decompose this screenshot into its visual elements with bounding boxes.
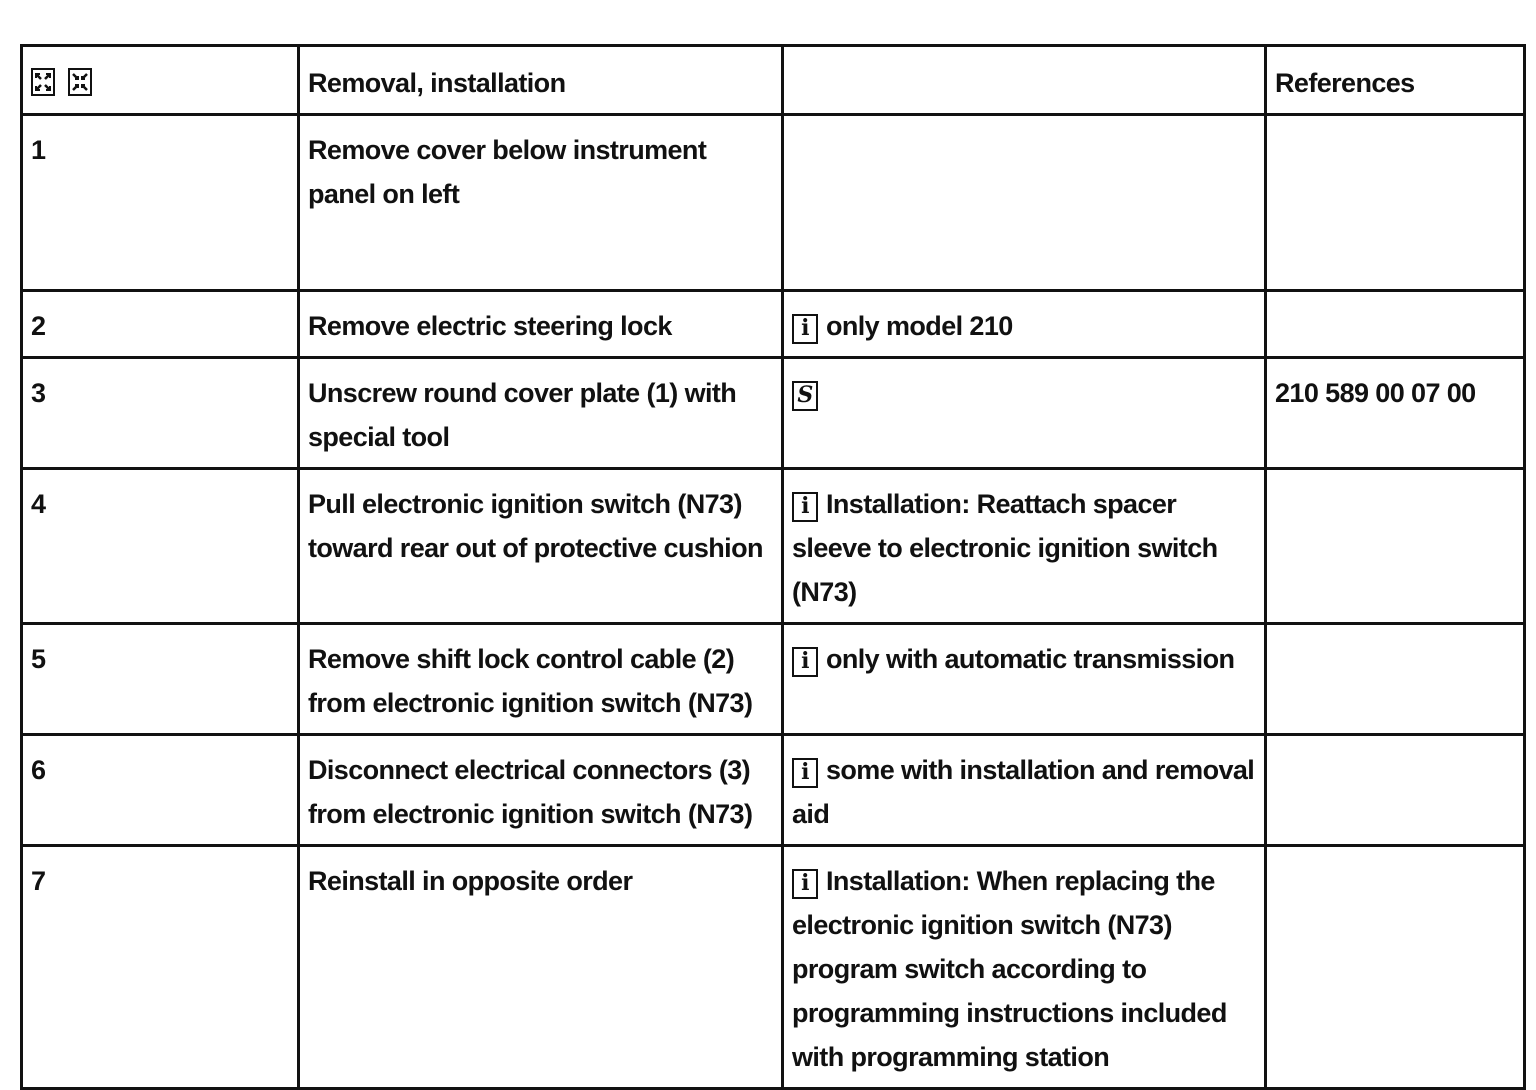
info-icon[interactable]: i: [792, 492, 818, 522]
step-action: Disconnect electrical connectors (3) from electronic ignition switch (N73): [299, 735, 783, 846]
step-note: [783, 624, 1266, 735]
table-row: [22, 735, 1525, 846]
step-reference: [1266, 291, 1525, 358]
step-number: 7: [22, 846, 299, 1089]
step-note: [783, 846, 1266, 1089]
table-row: [22, 358, 1525, 469]
header-references: References: [1266, 46, 1525, 115]
step-note-text: Installation: When replacing the electronic ignition switch (N73) program switch according to programming instructions included with programming station: [792, 866, 1227, 1072]
step-action: Remove electric steering lock: [299, 291, 783, 358]
special-tool-icon[interactable]: S: [792, 381, 818, 411]
step-action: Remove shift lock control cable (2) from electronic ignition switch (N73): [299, 624, 783, 735]
header-icons-cell: [22, 46, 299, 115]
info-icon[interactable]: i: [792, 758, 818, 788]
step-action: Remove cover below instrument panel on left: [299, 115, 783, 291]
info-icon[interactable]: i: [792, 869, 818, 899]
step-reference: [1266, 469, 1525, 624]
step-note: [783, 291, 1266, 358]
table-row: [22, 469, 1525, 624]
step-reference[interactable]: 210 589 00 07 00: [1266, 358, 1525, 469]
step-note: [783, 469, 1266, 624]
table-row: [22, 846, 1525, 1089]
step-number: 3: [22, 358, 299, 469]
step-number: 1: [22, 115, 299, 291]
procedure-table: [20, 44, 1526, 1090]
step-note: [783, 358, 1266, 469]
table-row: [22, 291, 1525, 358]
step-action: Pull electronic ignition switch (N73) toward rear out of protective cushion: [299, 469, 783, 624]
expand-icon[interactable]: [31, 68, 55, 96]
table-header-row: [22, 46, 1525, 115]
step-note-text: Installation: Reattach spacer sleeve to electronic ignition switch (N73): [792, 489, 1218, 607]
step-note-text: some with installation and removal aid: [792, 755, 1255, 829]
info-icon[interactable]: i: [792, 647, 818, 677]
step-number: 2: [22, 291, 299, 358]
step-number: 5: [22, 624, 299, 735]
step-note: [783, 735, 1266, 846]
step-reference: [1266, 846, 1525, 1089]
table-row: [22, 115, 1525, 291]
table-row: [22, 624, 1525, 735]
collapse-icon[interactable]: [68, 68, 92, 96]
step-action: Unscrew round cover plate (1) with special tool: [299, 358, 783, 469]
step-number: 4: [22, 469, 299, 624]
step-reference: [1266, 735, 1525, 846]
step-number: 6: [22, 735, 299, 846]
header-notes: [783, 46, 1266, 115]
header-removal-installation: Removal, installation: [299, 46, 783, 115]
step-action: Reinstall in opposite order: [299, 846, 783, 1089]
step-note: [783, 115, 1266, 291]
step-note-text: only with automatic transmission: [826, 644, 1235, 674]
step-reference: [1266, 624, 1525, 735]
step-reference: [1266, 115, 1525, 291]
step-note-text: only model 210: [826, 311, 1013, 341]
info-icon[interactable]: i: [792, 314, 818, 344]
